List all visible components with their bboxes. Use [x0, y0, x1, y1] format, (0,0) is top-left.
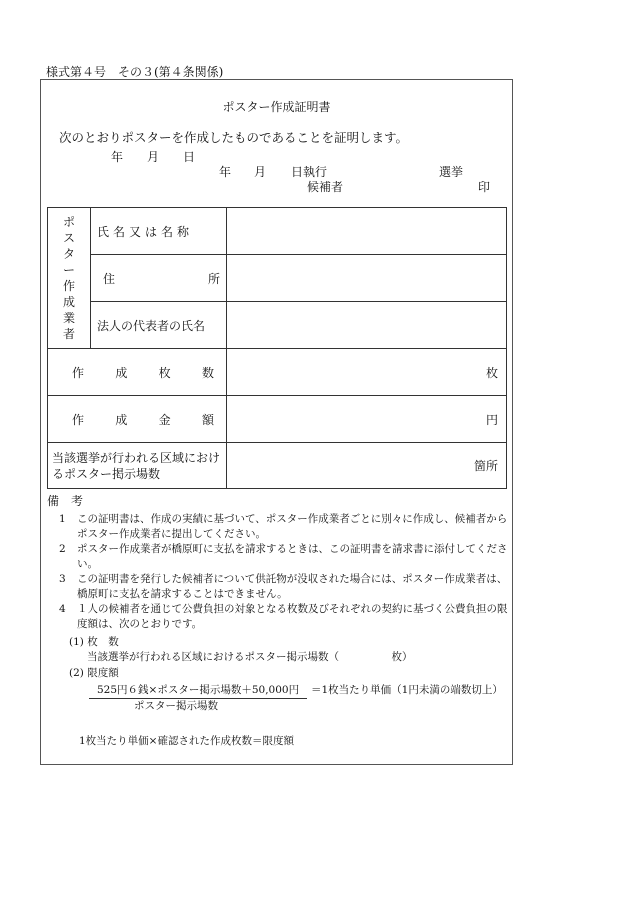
candidate-label: 候補者: [307, 180, 344, 194]
election-year-label: 年: [219, 165, 232, 179]
address-value-cell[interactable]: [227, 255, 507, 302]
issue-month-label: 月: [147, 150, 160, 164]
note-2: 2 ポスター作成業者が橋原町に支払を請求するときは、この証明書を請求書に添付してください。: [59, 543, 508, 570]
sub1-label: (1) 枚 数: [69, 636, 119, 648]
address-label: 住 所: [91, 255, 227, 302]
count-value-cell[interactable]: [227, 349, 507, 396]
issue-year-label: 年: [111, 150, 124, 164]
name-value-cell[interactable]: [227, 208, 507, 255]
election-label: 選挙: [439, 165, 464, 179]
seal-label: 印: [478, 180, 491, 194]
representative-label: 法人の代表者の氏名: [91, 302, 227, 349]
note-4: 4 １人の候補者を通じて公費負担の対象となる枚数及びそれぞれの契約に基づく公費負担の限度額は、次のとおりです。: [59, 603, 508, 630]
notes-title: 備 考: [47, 494, 84, 508]
name-label: 氏名又は名称: [91, 208, 227, 255]
certificate-frame: [40, 79, 513, 765]
formula-denominator: ポスター掲示場数: [134, 700, 218, 712]
amount-unit: 円: [485, 412, 498, 427]
places-value-cell[interactable]: [227, 443, 507, 489]
sub2-label: (2) 限度額: [69, 667, 119, 679]
count-label: 作 成 枚 数: [48, 349, 227, 396]
poster-maker-vertical-label: ポ ス タ ー 作 成 業 者: [48, 208, 91, 349]
sub1-text: 当該選挙が行われる区域におけるポスター掲示場数（ 枚）: [87, 651, 413, 663]
info-table: [47, 207, 507, 489]
amount-label: 作 成 金 額: [48, 396, 227, 443]
amount-value-cell[interactable]: [227, 396, 507, 443]
note-3: 3 この証明書を発行した候補者について供託物が没収された場合には、ポスター作成業者は、橋原町に支払を請求することはできません。: [59, 573, 508, 600]
formula-numerator: 525円６銭×ポスター掲示場数＋50,000円: [89, 683, 307, 699]
places-label: 当該選挙が行われる区域におけるポスター掲示場数: [48, 443, 227, 489]
document-title: ポスター作成証明書: [222, 100, 331, 114]
count-unit: 枚: [485, 365, 498, 380]
intro-text: 次のとおりポスターを作成したものであることを証明します。: [59, 130, 409, 145]
election-day-label: 日執行: [291, 165, 328, 179]
note-1: 1 この証明書は、作成の実績に基づいて、ポスター作成業者ごとに別々に作成し、候補者からポスター作成業者に提出してください。: [59, 513, 508, 540]
formula-result: ＝1枚当たり単価（1円未満の端数切上）: [311, 684, 503, 696]
issue-day-label: 日: [183, 150, 196, 164]
places-unit: 箇所: [473, 459, 498, 473]
election-month-label: 月: [254, 165, 267, 179]
representative-value-cell[interactable]: [227, 302, 507, 349]
final-formula: 1枚当たり単価×確認された作成枚数＝限度額: [79, 735, 294, 747]
form-code: 様式第４号 その３(第４条関係): [46, 65, 224, 79]
